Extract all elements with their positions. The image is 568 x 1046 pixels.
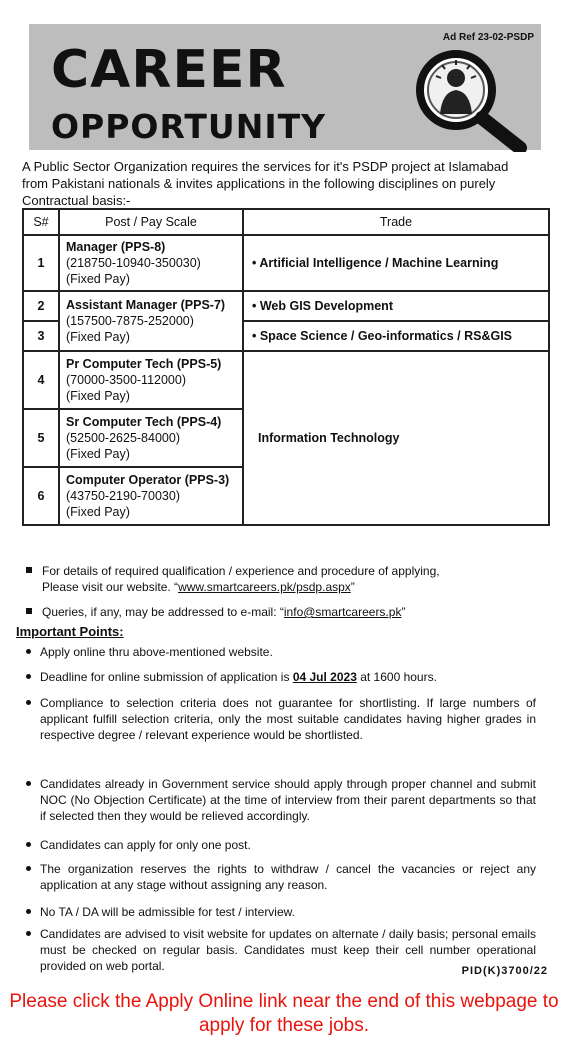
post-title: Computer Operator (PPS-3): [66, 473, 230, 487]
point-text: No TA / DA will be admissible for test / interview.: [40, 905, 295, 919]
bullet-square-icon: [26, 608, 32, 614]
table-row: [23, 351, 549, 409]
list-item: [40, 861, 536, 893]
pay-scale: (218750-10940-350030): [66, 256, 201, 270]
pay-scale: (70000-3500-112000): [66, 373, 187, 387]
post-title: Pr Computer Tech (PPS-5): [66, 357, 222, 371]
bullet-dot-icon: [26, 909, 31, 914]
trade-cell: • Artificial Intelligence / Machine Learning: [243, 235, 549, 291]
deadline-date: 04 Jul 2023: [292, 670, 357, 684]
post-title: Manager (PPS-8): [66, 240, 166, 254]
details-prefix: Please visit our website. “: [42, 580, 179, 594]
fixed-pay: (Fixed Pay): [66, 505, 130, 519]
row-num: 4: [23, 351, 59, 409]
website-link[interactable]: www.smartcareers.pk/psdp.aspx: [178, 580, 351, 594]
row-num: 3: [23, 321, 59, 351]
list-item: [40, 904, 536, 920]
list-item: [40, 837, 536, 853]
post-title: Sr Computer Tech (PPS-4): [66, 415, 222, 429]
job-advertisement: [16, 10, 548, 978]
row-num: 2: [23, 291, 59, 321]
pid-code: PID(K)3700/22: [461, 965, 548, 977]
bullet-dot-icon: [26, 674, 31, 679]
queries-note: [42, 604, 542, 620]
deadline-suffix: at 1600 hours.: [356, 670, 437, 684]
point-text: Candidates already in Government service should apply through proper channel and submit NOC (No Objection Certificate) at the time of interview from their parent departments so that if selected then they would be relieved accordingly.: [40, 777, 536, 823]
trade-cell: • Web GIS Development: [243, 291, 549, 321]
pay-scale: (43750-2190-70030): [66, 489, 180, 503]
post-cell: [59, 235, 243, 291]
important-points-title: Important Points:: [16, 624, 124, 639]
post-cell: [59, 291, 243, 351]
queries-prefix: Queries, if any, may be addressed to e-mail: “: [42, 605, 284, 619]
bullet-square-icon: [26, 567, 32, 573]
row-num: 6: [23, 467, 59, 525]
list-item: [40, 669, 540, 685]
bullet-dot-icon: [26, 931, 31, 936]
table-row: [23, 291, 549, 321]
magnifier-person-icon: [398, 40, 538, 152]
apply-online-notice: Please click the Apply Online link near the end of this webpage to apply for these jobs.: [9, 991, 559, 1036]
point-text: Apply online thru above-mentioned website.: [40, 645, 273, 659]
fixed-pay: (Fixed Pay): [66, 272, 130, 286]
table-header-row: [23, 209, 549, 235]
header-post: Post / Pay Scale: [59, 209, 243, 235]
list-item: [40, 644, 540, 660]
list-item: [40, 776, 536, 824]
list-item: [40, 695, 536, 743]
trade-cell: Information Technology: [243, 351, 549, 525]
pay-scale: (157500-7875-252000): [66, 314, 194, 328]
point-text: Deadline for online submission of application is: [40, 670, 293, 684]
ad-reference: Ad Ref 23-02-PSDP: [442, 32, 534, 43]
point-text: Candidates are advised to visit website for updates on alternate / daily basis; personal emails must be checked on regular basis. Candidates must keep their cell number operational provided on web portal.: [40, 927, 536, 973]
row-num: 5: [23, 409, 59, 467]
bullet-dot-icon: [26, 866, 31, 871]
point-text: Compliance to selection criteria does not guarantee for shortlisting. If large numbers of applicant fulfill selection criteria, only the most suitable candidates having higher grades in respective degree / relevant experience would be shortlisted.: [40, 696, 536, 742]
trade-cell: • Space Science / Geo-informatics / RS&GIS: [243, 321, 549, 351]
bullet-dot-icon: [26, 700, 31, 705]
fixed-pay: (Fixed Pay): [66, 389, 130, 403]
bullet-dot-icon: [26, 842, 31, 847]
table-row: [23, 235, 549, 291]
pay-scale: (52500-2625-84000): [66, 431, 180, 445]
jobs-table: [22, 208, 550, 526]
career-title: CAREER: [51, 40, 287, 100]
details-suffix: ”: [350, 580, 355, 594]
post-title: Assistant Manager (PPS-7): [66, 298, 226, 312]
email-link[interactable]: info@smartcareers.pk: [283, 605, 402, 619]
details-line: For details of required qualification / experience and procedure of applying,: [42, 564, 440, 578]
post-cell: [59, 467, 243, 525]
details-note: [42, 563, 542, 595]
point-text: Candidates can apply for only one post.: [40, 838, 251, 852]
intro-text: A Public Sector Organization requires the services for it's PSDP project at Islamabad from Pakistani nationals & invites applications in the following disciplines on purely Contractual basis:-: [22, 159, 509, 208]
fixed-pay: (Fixed Pay): [66, 330, 130, 344]
header-sno: S#: [23, 209, 59, 235]
post-cell: [59, 351, 243, 409]
bullet-dot-icon: [26, 649, 31, 654]
opportunity-title: OPPORTUNITY: [51, 107, 327, 146]
point-text: The organization reserves the rights to withdraw / cancel the vacancies or reject any application at any stage without assigning any reason.: [40, 862, 536, 892]
fixed-pay: (Fixed Pay): [66, 447, 130, 461]
row-num: 1: [23, 235, 59, 291]
queries-suffix: ”: [401, 605, 406, 619]
post-cell: [59, 409, 243, 467]
bullet-dot-icon: [26, 781, 31, 786]
header-trade: Trade: [243, 209, 549, 235]
